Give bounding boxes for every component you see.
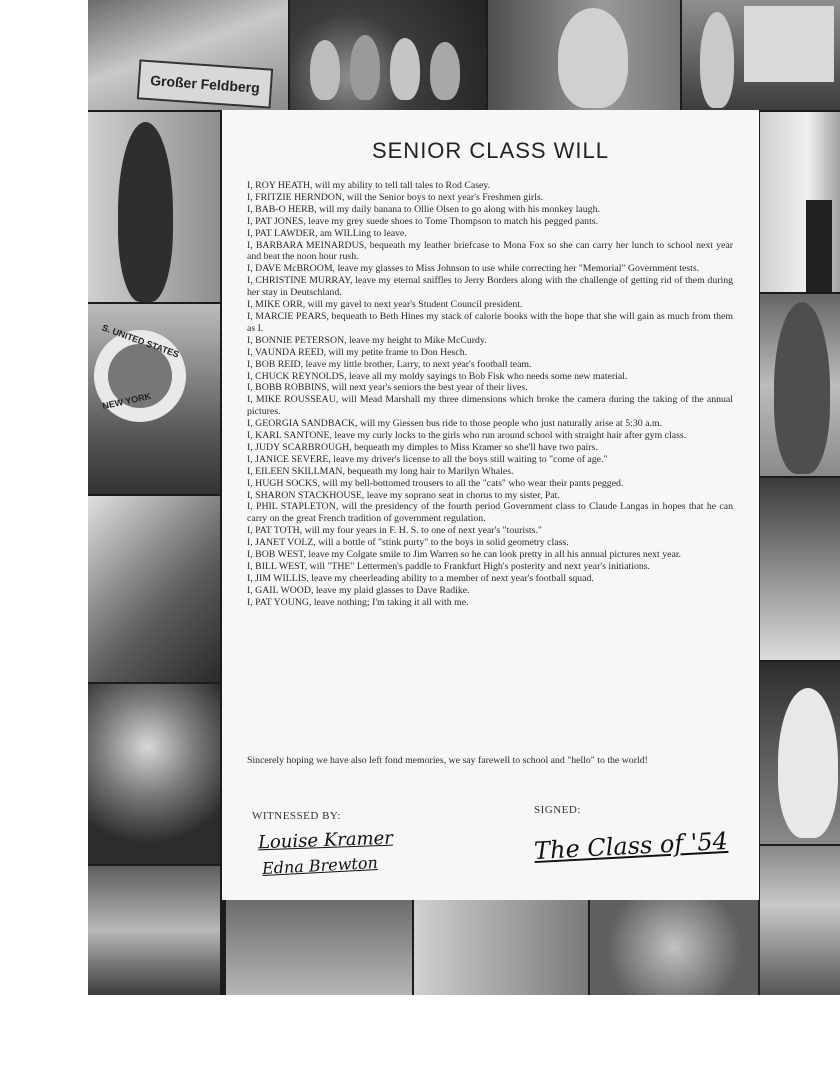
photo-boy-standing [88, 112, 220, 302]
photo-boy-jacket [760, 846, 840, 995]
will-entry: I, CHRISTINE MURRAY, leave my eternal sniffles to Jerry Borders along with the challenge of getting rid of them during her stay in Deutschland. [247, 275, 733, 299]
will-entry: I, BOB WEST, leave my Colgate smile to Jim Warren so he can look pretty in all his annual pictures next year. [247, 549, 681, 561]
will-entry: I, HUGH SOCKS, will my bell-bottomed trousers to all the "cats" who wear their pants pegged. [247, 477, 624, 489]
will-entry: I, ROY HEATH, will my ability to tell tall tales to Rod Casey. [247, 180, 491, 191]
will-entry: I, FRITZIE HERNDON, will the Senior boys to next year's Freshmen girls. [247, 191, 544, 203]
will-entry: I, VAUNDA REED, will my petite frame to Don Hesch. [247, 346, 468, 358]
photo-girl-smiling [88, 684, 220, 864]
page-title: SENIOR CLASS WILL [371, 138, 610, 163]
will-entry: I, PHIL STAPLETON, will the presidency of the fourth period Government class to Claude Langas in hopes that he can carry on the great French tradition of government regulation. [247, 501, 733, 525]
will-entry: I, MARCIE PEARS, bequeath to Beth Hines my stack of calorie books with the hope that she will gain as much from them as I. [247, 310, 733, 334]
will-entry: I, JIM WILLIS, leave my cheerleading ability to a member of next year's football squad. [247, 572, 594, 584]
will-entry: I, GEORGIA SANDBACK, will my Giessen bus ride to those people who just naturally arise at 5:30 a.m. [247, 418, 662, 430]
will-entry: I, BAB-O HERB, will my daily banana to Ollie Olsen to go along with his monkey laugh. [247, 203, 600, 215]
will-entry: I, MIKE ORR, will my gavel to next year's Student Council president. [247, 299, 523, 311]
farewell-text: Sincerely hoping we have also left fond memories, we say farewell to school and "hello" to the world! [247, 755, 648, 766]
photo-porch [88, 496, 220, 682]
signed-label: SIGNED: [534, 804, 581, 816]
will-entry: I, PAT YOUNG, leave nothing; I'm taking it all with me. [247, 596, 469, 608]
lifebuoy-text-top: S. UNITED STATES [100, 322, 181, 360]
lifebuoy-text-bottom: NEW YORK [101, 390, 152, 412]
witness-signature-brewton: Edna Brewton [261, 852, 379, 879]
road-sign: Großer Feldberg [137, 59, 273, 108]
will-entry: I, JUDY SCARBROUGH, bequeath my dimples to Miss Kramer so she'll have two pairs. [247, 441, 598, 453]
will-entry: I, CHUCK REYNOLDS, leave all my moldy sayings to Bob Fisk who needs some new material. [247, 370, 628, 382]
will-entry: I, PAT TOTH, will my four years in F. H. S. to one of next year's "tourists." [247, 525, 542, 537]
witness-signature-kramer: Louise Kramer [257, 827, 394, 854]
will-entry: I, BARBARA MEINARDUS, bequeath my leather briefcase to Mona Fox so she can carry her lunch to school next year and beat the noon hour rush. [247, 239, 733, 263]
will-entry: I, BONNIE PETERSON, leave my height to Mike McCurdy. [247, 334, 487, 346]
photo-boy-laughing [488, 0, 680, 110]
will-entry: I, BOB REID, leave my little brother, Larry, to next year's football team. [247, 358, 532, 370]
will-entry: I, PAT JONES, leave my grey suede shoes to Tome Thompson to match his pegged pants. [247, 215, 599, 227]
photo-girl-garden [760, 478, 840, 660]
photo-classroom-desk [414, 900, 588, 995]
photo-students-studying [590, 900, 758, 995]
will-entry: I, JANET VOLZ, will a bottle of "stink purty" to the boys in solid geometry class. [247, 537, 569, 549]
will-entry: I, DAVE McBROOM, leave my glasses to Miss Johnson to use while correcting her "Memorial" Government tests. [247, 263, 700, 275]
photo-girl-sweater [760, 294, 840, 476]
will-entry: I, MIKE ROUSSEAU, will Mead Marshall my three dimensions which broke the camera during the taking of the annual pictures. [247, 394, 733, 418]
class-signature: The Class of '54 [533, 826, 729, 866]
photo-podium [760, 112, 840, 292]
will-entry: I, EILEEN SKILLMAN, bequeath my long hair to Marilyn Whales. [247, 465, 514, 477]
will-entry: I, PAT LAWDER, am WILLing to leave. [247, 227, 407, 239]
witnessed-label: WITNESSED BY: [252, 810, 341, 822]
photo-football-jersey [760, 662, 840, 844]
photo-football-game [226, 900, 412, 995]
yearbook-page [88, 0, 840, 995]
will-list [247, 180, 733, 609]
photo-group-students [290, 0, 486, 110]
photo-road-sign [88, 0, 288, 110]
will-entry: I, BILL WEST, will "THE" Lettermen's paddle to Frankfurt High's posterity and next year's initiations. [247, 561, 651, 572]
will-entry: I, JANICE SEVERE, leave my driver's license to all the boys still waiting to "come of age." [247, 453, 608, 465]
will-entry: I, GAIL WOOD, leave my plaid glasses to Dave Radike. [247, 584, 470, 596]
will-text-panel [222, 110, 759, 900]
will-entry: I, SHARON STACKHOUSE, leave my soprano seat in chorus to my sister, Pat. [247, 489, 560, 501]
will-entry: I, KARL SANTONE, leave my curly locks to the girls who run around school with straight hair after gym class. [247, 430, 687, 442]
photo-bulletin-board [682, 0, 840, 110]
will-entry: I, BOBB ROBBINS, will next year's seniors the best year of their lives. [247, 382, 528, 394]
photo-girl-headphones [88, 866, 220, 995]
